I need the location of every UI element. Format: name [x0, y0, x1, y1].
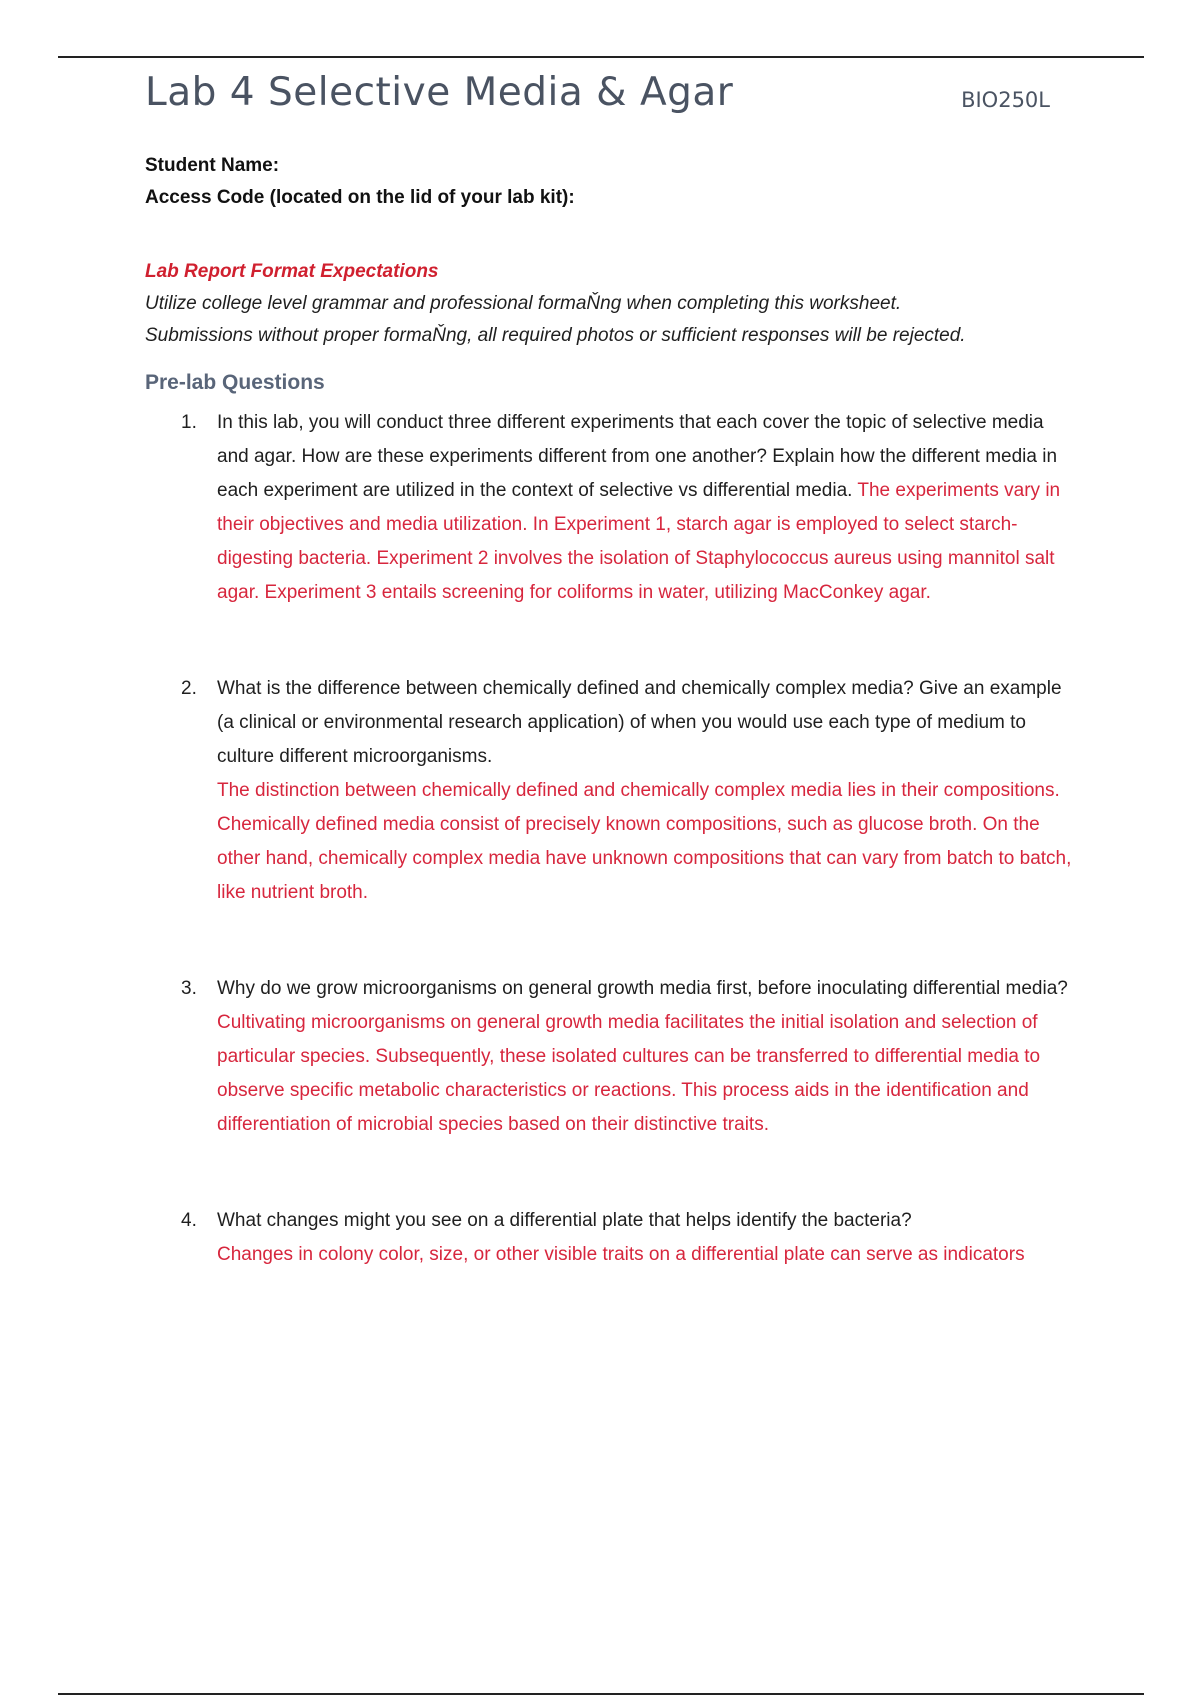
answer-text: Cultivating microorganisms on general growth media facilitates the initial isolation and selection of particular species. Subsequently, these isolated cultures can be transferred to differential media to observe specific metabolic characteristics or reactions. This process aids in the identification and differentiation of microbial species based on their distinctive traits. [217, 1012, 1041, 1135]
document-header [145, 70, 1050, 130]
question-item-2 [145, 672, 1080, 910]
question-text: What is the difference between chemically defined and chemically complex media? Give an example (a clinical or environmental research application) of when you would use each type of medium to culture different microorganisms. [217, 678, 1062, 767]
document-body [145, 150, 1080, 1272]
access-code-label: Access Code (located on the lid of your lab kit): [145, 187, 575, 208]
answer-text: Changes in colony color, size, or other visible traits on a differential plate can serve as indicators [217, 1244, 1025, 1265]
format-expectations-heading: Lab Report Format Expectations [145, 261, 439, 282]
question-item-3 [145, 972, 1080, 1142]
page-title: Lab 4 Selective Media & Agar [145, 70, 734, 115]
question-number: 4. [181, 1210, 197, 1231]
question-number: 3. [181, 978, 197, 999]
answer-text: The distinction between chemically defined and chemically complex media lies in their compositions. Chemically defined media consist of precisely known compositions, such as glucose broth. On the other hand, chemically complex media have unknown compositions that can vary from batch to batch, like nutrient broth. [217, 780, 1072, 903]
question-item-1 [145, 406, 1080, 610]
course-code: BIO250L [961, 88, 1050, 112]
question-item-4 [145, 1204, 1080, 1272]
question-text: In this lab, you will conduct three different experiments that each cover the topic of selective media and agar. How are these experiments different from one another? Explain how the different media in each experiment are utilized in the context of selective vs differential media. [217, 412, 1058, 501]
format-expectations-line-1: Utilize college level grammar and professional formaŇng when completing this worksheet. [145, 293, 902, 314]
question-text: What changes might you see on a differential plate that helps identify the bacteria? [217, 1210, 912, 1231]
answer-text: The experiments vary in their objectives and media utilization. In Experiment 1, starch agar is employed to select starch-digesting bacteria. Experiment 2 involves the isolation of Staphylococcus aureus using mannitol salt agar. Experiment 3 entails screening for coliforms in water, utilizing MacConkey agar. [217, 480, 1061, 603]
question-number: 2. [181, 678, 197, 699]
question-number: 1. [181, 412, 197, 433]
student-name-label: Student Name: [145, 155, 280, 176]
question-text: Why do we grow microorganisms on general growth media first, before inoculating differential media? [217, 978, 1068, 999]
question-list [145, 406, 1080, 1272]
prelab-heading: Pre-lab Questions [145, 371, 325, 394]
bottom-rule [58, 1693, 1144, 1695]
format-expectations-line-2: Submissions without proper formaŇng, all required photos or sufficient responses will be rejected. [145, 325, 966, 346]
top-rule [58, 56, 1144, 58]
